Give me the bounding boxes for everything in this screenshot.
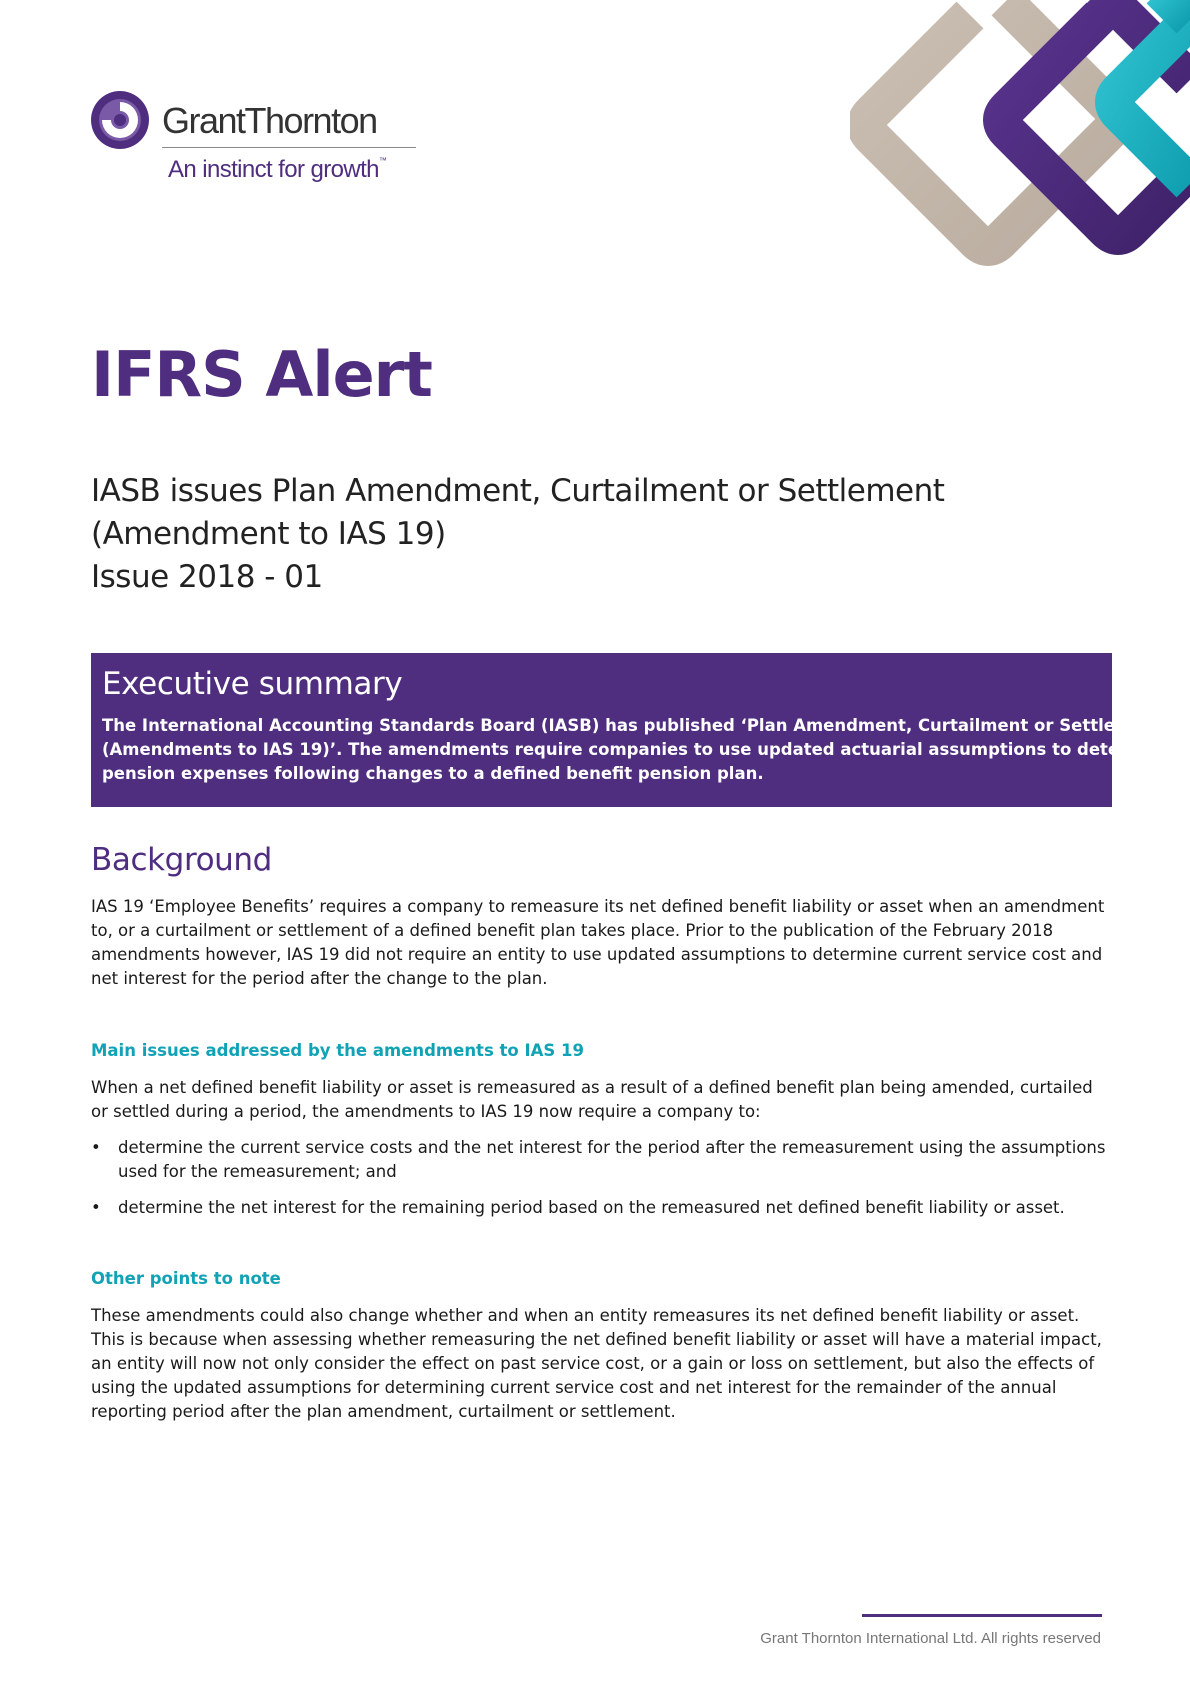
paragraph-line: using the updated assumptions for determining current service cost and net interest for the remainder of the annual: [91, 1378, 1057, 1397]
document-subtitle: [91, 470, 1091, 599]
logo-divider: [162, 147, 416, 148]
paragraph-line: to, or a curtailment or settlement of a defined benefit plan takes place. Prior to the publication of the February 2018: [91, 921, 1054, 940]
executive-summary-box: [91, 653, 1174, 807]
subtitle-line: (Amendment to IAS 19): [91, 516, 446, 552]
page-title: IFRS Alert: [91, 338, 432, 411]
decorative-chain-graphic: [850, 0, 1190, 270]
bullet-icon: •: [91, 1138, 101, 1157]
summary-line: The International Accounting Standards Board (IASB) has published ‘Plan Amendment, Curtailment or Settlement: [102, 716, 1163, 735]
list-line: determine the current service costs and the net interest for the period after the remeasurement using the assumptions: [118, 1138, 1106, 1157]
other-points-paragraph: [91, 1304, 1121, 1424]
bullet-icon: •: [91, 1198, 101, 1217]
other-points-heading: Other points to note: [91, 1269, 281, 1288]
grant-thornton-logo: [90, 90, 420, 200]
list-item-text: [118, 1136, 1106, 1184]
paragraph-line: amendments however, IAS 19 did not require an entity to use updated assumptions to determine current service cost and: [91, 945, 1103, 964]
logo-wordmark: GrantThornton: [162, 100, 377, 141]
paragraph-line: an entity will now not only consider the effect on past service cost, or a gain or loss on settlement, but also the effects of: [91, 1354, 1095, 1373]
paragraph-line: These amendments could also change whether and when an entity remeasures its net defined benefit liability or asset.: [91, 1306, 1080, 1325]
list-line: determine the net interest for the remaining period based on the remeasured net defined benefit liability or asset.: [118, 1198, 1065, 1217]
paragraph-line: When a net defined benefit liability or asset is remeasured as a result of a defined benefit plan being amended, curtailed: [91, 1078, 1093, 1097]
logo-tagline: An instinct for growth™: [168, 156, 387, 183]
issue-number: Issue 2018 - 01: [91, 559, 323, 595]
list-item-text: [118, 1196, 1065, 1220]
executive-summary-text: [102, 714, 1174, 786]
subtitle-line: IASB issues Plan Amendment, Curtailment or Settlement: [91, 473, 945, 509]
executive-summary-heading: Executive summary: [102, 666, 403, 702]
paragraph-line: IAS 19 ‘Employee Benefits’ requires a company to remeasure its net defined benefit liability or asset when an amendment: [91, 897, 1105, 916]
list-line: used for the remeasurement; and: [118, 1162, 397, 1181]
main-issues-heading: Main issues addressed by the amendments to IAS 19: [91, 1041, 584, 1060]
summary-line: (Amendments to IAS 19)’. The amendments require companies to use updated actuarial assumptions to determine: [102, 740, 1174, 759]
paragraph-line: net interest for the period after the change to the plan.: [91, 969, 548, 988]
grant-thornton-emblem-icon: [90, 90, 150, 150]
paragraph-line: This is because when assessing whether remeasuring the net defined benefit liability or asset will have a material impact,: [91, 1330, 1102, 1349]
main-issues-intro: [91, 1076, 1121, 1124]
paragraph-line: or settled during a period, the amendments to IAS 19 now require a company to:: [91, 1102, 761, 1121]
background-heading: Background: [91, 842, 272, 878]
footer-copyright: Grant Thornton International Ltd. All rights reserved: [760, 1630, 1101, 1647]
footer-divider: [862, 1614, 1102, 1617]
summary-line: pension expenses following changes to a defined benefit pension plan.: [102, 764, 764, 783]
background-paragraph: [91, 895, 1121, 991]
paragraph-line: reporting period after the plan amendment, curtailment or settlement.: [91, 1402, 676, 1421]
trademark-symbol: ™: [378, 156, 387, 165]
